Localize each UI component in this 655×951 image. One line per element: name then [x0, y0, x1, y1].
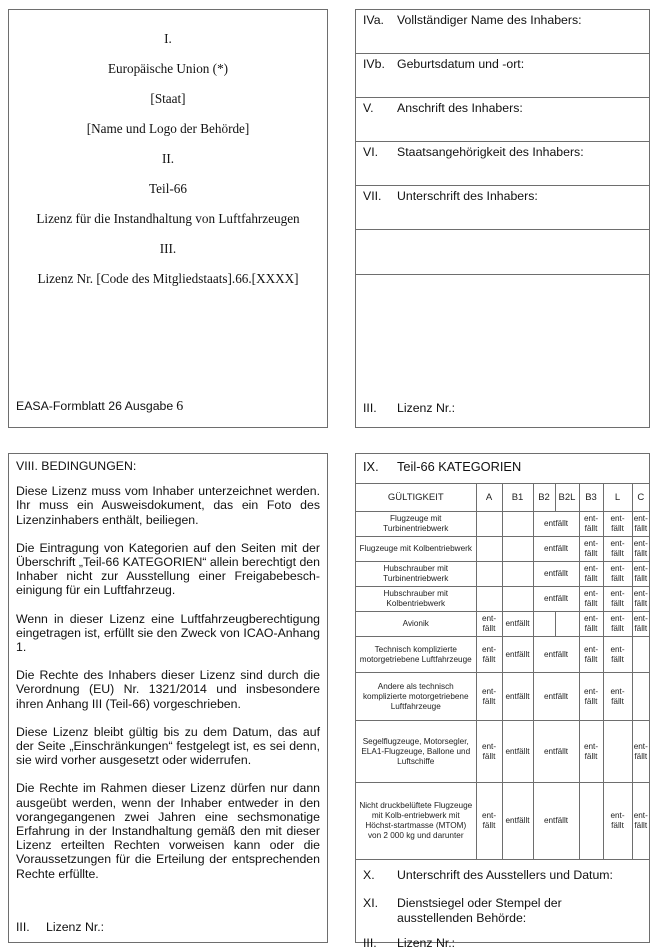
header-b1: B1 [502, 484, 533, 512]
cell-a: ent- fällt [476, 721, 502, 783]
section-number: X. [363, 868, 375, 882]
field-number: III. [363, 401, 377, 415]
cell-a [476, 537, 502, 562]
header-b3: B3 [579, 484, 603, 512]
table-row [356, 587, 649, 612]
field-number: VI. [363, 145, 379, 159]
header-validity: GÜLTIGKEIT [356, 484, 476, 512]
field-label: Lizenz Nr.: [397, 401, 456, 415]
cell-a: ent- fällt [476, 637, 502, 673]
licence-title: Lizenz für die Instandhaltung von Luftfahrzeugen [36, 211, 300, 226]
table-row [356, 512, 649, 537]
cell-l: ent- fällt [603, 512, 632, 537]
field-number: IVa. [363, 13, 384, 27]
licence-number-footer [363, 401, 455, 415]
cell-b3 [579, 783, 603, 860]
cell-b3: ent- fällt [579, 721, 603, 783]
licence-number-format: Lizenz Nr. [Code des Mitgliedstaats].66.[XXXX] [37, 271, 299, 286]
field-number: IVb. [363, 57, 385, 71]
section-label: Dienstsiegel oder Stempel der ausstellenden Behörde: [397, 896, 562, 925]
cell-b2-b2l: entfällt [533, 637, 579, 673]
condition-paragraph: Diese Lizenz bleibt gültig bis zu dem Datum, das auf der Seite „Einschränkungen“ festgelegt ist, es sei denn, sie wird vorher ausgesetzt oder widerrufen. [16, 724, 320, 768]
issuer-state: [Staat] [150, 91, 186, 106]
cover-text-block [9, 29, 327, 299]
cell-b1: entfällt [502, 673, 533, 721]
cell-c: ent- fällt [632, 537, 649, 562]
field-label: Anschrift des Inhabers: [397, 101, 523, 115]
cell-b1 [502, 587, 533, 612]
part-label: Teil-66 [149, 181, 187, 196]
cell-b2-b2l: entfällt [533, 587, 579, 612]
cell-a [476, 512, 502, 537]
cell-a: ent- fällt [476, 612, 502, 637]
cell-b1: entfällt [502, 612, 533, 637]
cell-b3: ent- fällt [579, 637, 603, 673]
cell-b3: ent- fällt [579, 673, 603, 721]
section-number-iii: III. [159, 241, 177, 256]
cell-b2-b2l: entfällt [533, 537, 579, 562]
table-row [356, 721, 649, 783]
authority-name-logo: [Name und Logo der Behörde] [86, 121, 250, 136]
field-holder-signature[interactable] [356, 186, 649, 230]
conditions-page [8, 453, 328, 943]
form-footer [16, 399, 183, 415]
row-label: Hubschrauber mit Turbinentriebwerk [356, 562, 476, 587]
cell-c: ent- fällt [632, 612, 649, 637]
condition-paragraph: Wenn in dieser Lizenz eine Luftfahrzeugberechtigung eingetragen ist, erfüllt sie den Zweck von ICAO-Anhang 1. [16, 611, 320, 655]
section-number: XI. [363, 896, 379, 910]
cell-b2 [533, 612, 555, 637]
table-row [356, 783, 649, 860]
categories-table [356, 483, 649, 860]
condition-paragraph: Diese Lizenz muss vom Inhaber unterzeichnet werden. Ihr muss ein Ausweisdokument, das ein Foto des Lizenzinhabers enthält, beiliegen. [16, 484, 320, 527]
cell-a [476, 587, 502, 612]
field-number: III. [16, 920, 30, 934]
field-label: Lizenz Nr.: [46, 920, 105, 934]
row-label: Andere als technisch komplizierte motorgetriebene Luftfahrzeuge [356, 673, 476, 721]
header-l: L [603, 484, 632, 512]
header-a: A [476, 484, 502, 512]
field-label: Staatsangehörigkeit des Inhabers: [397, 145, 584, 159]
cell-b2l [555, 612, 579, 637]
cell-b3: ent- fällt [579, 612, 603, 637]
field-number: VII. [363, 189, 382, 203]
holder-details-page [355, 9, 650, 428]
cell-b1: entfällt [502, 637, 533, 673]
cell-b3: ent- fällt [579, 537, 603, 562]
cell-l: ent- fällt [603, 673, 632, 721]
table-row [356, 673, 649, 721]
cell-c: ent- fällt [632, 721, 649, 783]
cell-b3: ent- fällt [579, 587, 603, 612]
cell-b2-b2l: entfällt [533, 562, 579, 587]
issuer-union: Europäische Union (*) [107, 61, 229, 76]
form-edition: 6 [176, 399, 184, 414]
cell-l: ent- fällt [603, 612, 632, 637]
cell-b2-b2l: entfällt [533, 673, 579, 721]
field-nationality[interactable] [356, 142, 649, 186]
cell-b1 [502, 537, 533, 562]
cell-a [476, 562, 502, 587]
cell-b1 [502, 512, 533, 537]
section-number: III. [363, 936, 377, 950]
cell-l: ent- fällt [603, 637, 632, 673]
categories-title [356, 454, 649, 483]
categories-page [355, 453, 650, 950]
cell-b3: ent- fällt [579, 562, 603, 587]
condition-paragraph: Die Rechte im Rahmen dieser Lizenz dürfen nur dann ausgeübt werden, wenn der Inhaber entweder in den vorangegangenen zwei Jahren eine sechsmonatige Erfahrung in der Instandhaltung gemäß den mit dieser Lizenz erteilten Rechten vorweisen kann oder die Voraussetzungen für die Erteilung der entsprechenden Rechte erfüllte. [16, 781, 320, 881]
row-label: Flugzeuge mit Turbinentriebwerk [356, 512, 476, 537]
table-header-row [356, 484, 649, 512]
field-full-name[interactable] [356, 10, 649, 54]
header-b2: B2 [533, 484, 555, 512]
cell-b2-b2l: entfällt [533, 721, 579, 783]
condition-paragraph: Die Eintragung von Kategorien auf den Seiten mit der Überschrift „Teil-66 KATEGORIEN“ allein berechtigt den Inhaber nicht zur Ausstellung einer Freigabebescheinigung für ein Luftfahrzeug. [16, 540, 320, 598]
cell-l: ent- fällt [603, 783, 632, 860]
cell-b3: ent- fällt [579, 512, 603, 537]
conditions-heading: VIII. BEDINGUNGEN: [16, 459, 137, 473]
section-number: IX. [363, 459, 379, 474]
official-stamp-section[interactable] [356, 896, 649, 926]
cell-l: ent- fällt [603, 562, 632, 587]
header-c: C [632, 484, 649, 512]
cell-a: ent- fällt [476, 673, 502, 721]
cell-l [603, 721, 632, 783]
cell-a: ent- fällt [476, 783, 502, 860]
section-number-i: I. [164, 31, 172, 46]
field-label: Geburtsdatum und -ort: [397, 57, 525, 71]
form-name: EASA-Formblatt 26 Ausgabe [16, 399, 174, 413]
field-number: V. [363, 101, 374, 115]
section-label: Unterschrift des Ausstellers und Datum: [397, 868, 613, 882]
cell-b2-b2l: entfällt [533, 783, 579, 860]
condition-paragraph: Die Rechte des Inhabers dieser Lizenz sind durch die Verordnung (EU) Nr. 1321/2014 und insbesondere ihren Anhang III (Teil-66) vorgeschrieben. [16, 668, 320, 711]
row-label: Hubschrauber mit Kolbentriebwerk [356, 587, 476, 612]
table-row [356, 537, 649, 562]
table-row [356, 612, 649, 637]
row-label: Technisch komplizierte motorgetriebene Luftfahrzeuge [356, 637, 476, 673]
cell-l: ent- fällt [603, 537, 632, 562]
table-row [356, 562, 649, 587]
licence-cover-page [8, 9, 328, 428]
cell-c: ent- fällt [632, 783, 649, 860]
cell-c [632, 637, 649, 673]
field-label: Vollständiger Name des Inhabers: [397, 13, 582, 27]
cell-b2-b2l: entfällt [533, 512, 579, 537]
cell-c: ent- fällt [632, 587, 649, 612]
section-number-ii: II. [161, 151, 175, 166]
row-label: Segelflugzeuge, Motorsegler, ELA1-Flugzeuge, Ballone und Luftschiffe [356, 721, 476, 783]
field-birth-date-place[interactable] [356, 54, 649, 98]
section-title: Teil-66 KATEGORIEN [397, 459, 522, 474]
table-row [356, 637, 649, 673]
field-address[interactable] [356, 98, 649, 142]
licence-number-footer [16, 920, 104, 934]
section-label: Lizenz Nr.: [397, 936, 456, 950]
issuer-signature-section[interactable] [356, 868, 649, 883]
cell-b1: entfällt [502, 783, 533, 860]
cell-c: ent- fällt [632, 512, 649, 537]
cell-c: ent- fällt [632, 562, 649, 587]
cell-b1: entfällt [502, 721, 533, 783]
row-label: Avionik [356, 612, 476, 637]
field-label: Unterschrift des Inhabers: [397, 189, 538, 203]
field-signature-area[interactable] [356, 230, 649, 275]
cell-c [632, 673, 649, 721]
row-label: Flugzeuge mit Kolbentriebwerk [356, 537, 476, 562]
row-label: Nicht druckbelüftete Flugzeuge mit Kolb-entriebwerk mit Höchst-startmasse (MTOM) von 2 000 kg und darunter [356, 783, 476, 860]
cell-b1 [502, 562, 533, 587]
header-b2l: B2L [555, 484, 579, 512]
cell-l: ent- fällt [603, 587, 632, 612]
